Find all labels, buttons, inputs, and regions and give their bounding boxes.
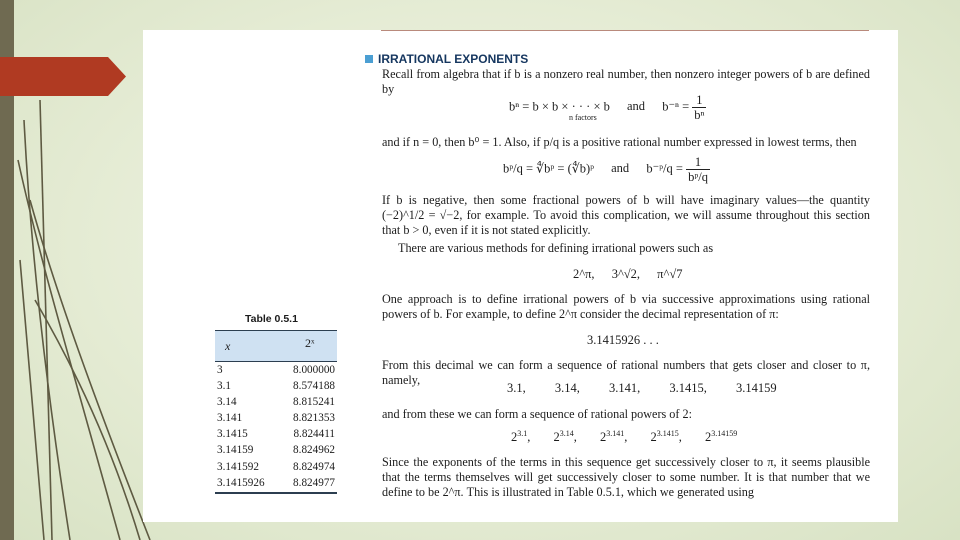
seq-item: 3.14, [554, 381, 580, 395]
table-col-x: x [225, 339, 231, 353]
eq1-rhs: b⁻ⁿ = [662, 99, 690, 114]
pow-item: $2^{3.14159}$ [705, 429, 738, 445]
table-row: 3.1 8.574188 [217, 380, 335, 393]
eq1-lhs: bⁿ = b × b × · · · × b [509, 99, 610, 114]
textbook-page [143, 30, 898, 522]
example-pi-root7: π^√7 [657, 267, 683, 281]
seq-item: 3.1, [507, 381, 526, 395]
section-heading [365, 52, 528, 66]
paragraph-4: There are various methods for defining irrational powers such as [398, 241, 714, 255]
eq2-and: and [611, 161, 630, 176]
eq2-lhs: bᵖ/q = ∜bᵖ = (∜b)ᵖ [503, 161, 594, 176]
paragraph-8: Since the exponents of the terms in this sequence get successively closer to π, it seems plausible that the terms themselves will get successively closer to some number. It is that number that we define to be 2^π. This is illustrated in Table 0.5.1, which we generated using [382, 455, 870, 499]
table-row: 3.1415926 8.824977 [217, 476, 335, 489]
rational-sequence [507, 381, 803, 396]
table-row: 3.141 8.821353 [217, 412, 335, 425]
irrational-examples [573, 267, 682, 282]
power-sequence [511, 429, 737, 445]
eq2-fraction: $\frac{1}{\text{bᵖ/q}}$ [688, 155, 708, 184]
example-2-pi: 2^π, [573, 267, 595, 281]
eq1-and: and [627, 99, 646, 114]
table-col-2x: 2ˣ [305, 336, 315, 350]
red-arrow-tab [0, 57, 126, 96]
pow-item: $2^{3.141}$, [600, 429, 628, 445]
heading-text: IRRATIONAL EXPONENTS [378, 52, 529, 66]
table-row: 3.1415 8.824411 [217, 428, 335, 441]
equation-1 [509, 93, 706, 122]
example-3-root2: 3^√2, [611, 267, 641, 281]
pow-item: $2^{3.14}$, [553, 429, 577, 445]
seq-item: 3.14159 [736, 381, 777, 395]
paragraph-7: and from these we can form a sequence of rational powers of 2: [382, 407, 692, 421]
seq-item: 3.141, [609, 381, 641, 395]
paragraph-2: and if n = 0, then b⁰ = 1. Also, if p/q is a positive rational number expressed in lowest terms, then [382, 135, 857, 149]
table-row: 3.14 8.815241 [217, 396, 335, 409]
pow-item: $2^{3.1415}$, [650, 429, 682, 445]
equation-2 [503, 155, 710, 184]
table-row: 3.141592 8.824974 [217, 460, 335, 473]
eq1-underbrace-label: n factors [569, 113, 597, 122]
table-bottom-rule [215, 492, 337, 494]
paragraph-5: One approach is to define irrational powers of b via successive approximations using rational powers of b. For example, to define 2^π consider the decimal representation of π: [382, 292, 870, 321]
table-0-5-1 [215, 330, 337, 495]
pow-item: $2^{3.1}$, [511, 429, 531, 445]
table-header [215, 330, 337, 362]
pi-decimal: 3.1415926 . . . [587, 333, 659, 347]
eq2-rhs: b⁻ᵖ/q = [646, 161, 683, 176]
table-row: 3 8.000000 [217, 364, 335, 376]
table-title: Table 0.5.1 [245, 313, 298, 325]
paragraph-1: Recall from algebra that if b is a nonzero real number, then nonzero integer powers of b are defined by [382, 67, 870, 96]
heading-square-icon [365, 55, 373, 63]
table-body [215, 362, 337, 491]
table-row: 3.14159 8.824962 [217, 444, 335, 457]
top-rule [381, 30, 869, 31]
seq-item: 3.1415, [669, 381, 707, 395]
paragraph-6: From this decimal we can form a sequence of rational numbers that gets closer and closer to π, namely, [382, 358, 870, 387]
paragraph-3: If b is negative, then some fractional powers of b will have imaginary values—the quantity (−2)^1/2 = √−2, for example. To avoid this complication, we will assume throughout this section that b > 0, even if it is not stated explicitly. [382, 193, 870, 237]
eq1-fraction: $\frac{1}{\text{bⁿ}}$ [694, 93, 705, 122]
